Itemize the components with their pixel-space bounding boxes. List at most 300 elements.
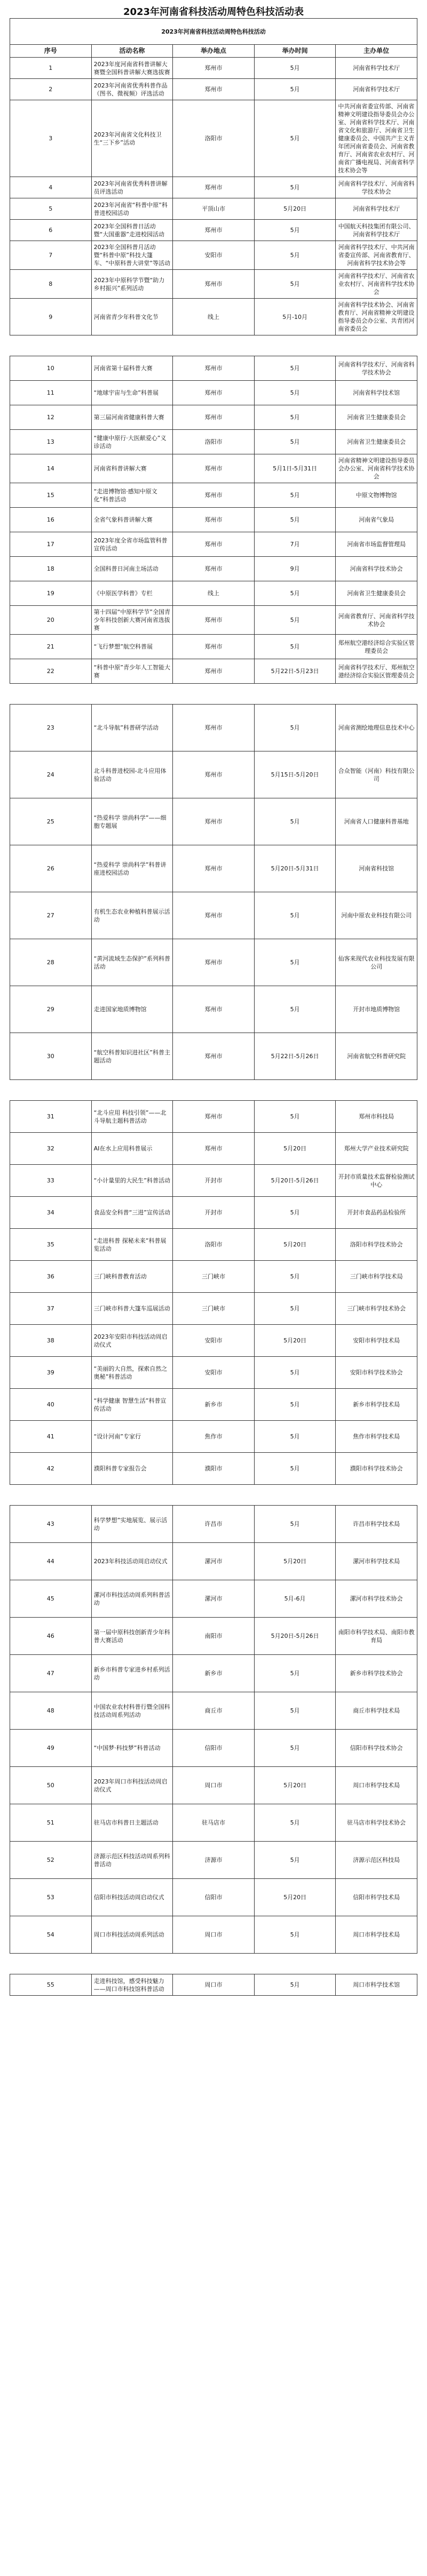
- activity-time: 5月: [254, 508, 336, 532]
- table-row: [10, 79, 417, 100]
- activity-name: 漯河市科技活动周系列科普活动: [91, 1580, 173, 1618]
- activity-name: “航空科普知识进社区”科普主题活动: [91, 1033, 173, 1080]
- activity-place: 郑州市: [173, 220, 255, 241]
- activity-time: 5月: [254, 1842, 336, 1879]
- activity-name: “科学健康 智慧生活”科普宣传活动: [91, 1389, 173, 1421]
- activity-organizer: 河南省气象局: [336, 508, 417, 532]
- row-number: 42: [10, 1453, 92, 1485]
- activity-time: 5月: [254, 606, 336, 635]
- row-number: 1: [10, 58, 92, 79]
- activity-time: 5月: [254, 939, 336, 986]
- activity-name: 2023年科技活动周启动仪式: [91, 1543, 173, 1580]
- table-row: [10, 581, 417, 606]
- activity-time: 5月: [254, 635, 336, 659]
- activity-name: 科学梦想”实地展览、展示活动: [91, 1506, 173, 1543]
- table-row: [10, 270, 417, 299]
- table-row: [10, 483, 417, 508]
- row-number: 43: [10, 1506, 92, 1543]
- activity-organizer: 合众智能（河南）科技有限公司: [336, 751, 417, 798]
- activity-organizer: 河南省科学技术厅: [336, 198, 417, 220]
- activity-place: 郑州市: [173, 270, 255, 299]
- section-gap: [10, 1485, 417, 1506]
- activity-organizer: 三门峡市科学技术局: [336, 1261, 417, 1293]
- activity-name: 2023年中原科学节暨“助力乡村振兴”系列活动: [91, 270, 173, 299]
- activity-place: 漯河市: [173, 1543, 255, 1580]
- activity-time: 5月22日-5月26日: [254, 1033, 336, 1080]
- row-number: 35: [10, 1229, 92, 1261]
- activity-time: 5月20日: [254, 1879, 336, 1916]
- activity-time: 5月: [254, 79, 336, 100]
- row-number: 10: [10, 356, 92, 381]
- table-row: [10, 1730, 417, 1767]
- section-gap-cell: [10, 1485, 417, 1506]
- table-row: [10, 1229, 417, 1261]
- table-row: [10, 1197, 417, 1229]
- activity-time: 5月: [254, 1453, 336, 1485]
- activity-organizer: 开封市质量技术监督检验测试中心: [336, 1165, 417, 1197]
- activity-organizer: 河南省卫生健康委员会: [336, 405, 417, 430]
- activity-organizer: 商丘市科学技术局: [336, 1692, 417, 1730]
- activity-organizer: 郑州航空港经济综合实验区管理委员会: [336, 635, 417, 659]
- table-row: [10, 1389, 417, 1421]
- table-row: [10, 1842, 417, 1879]
- activity-time: 5月20日-5月31日: [254, 845, 336, 892]
- section-gap-cell: [10, 684, 417, 705]
- row-number: 44: [10, 1543, 92, 1580]
- row-number: 27: [10, 892, 92, 939]
- row-number: 22: [10, 659, 92, 684]
- activity-time: 5月20日: [254, 1133, 336, 1165]
- row-number: 7: [10, 241, 92, 270]
- table-row: [10, 299, 417, 335]
- table-row: [10, 1165, 417, 1197]
- activity-name: “走进科普 探秘未来”科普展览活动: [91, 1229, 173, 1261]
- row-number: 33: [10, 1165, 92, 1197]
- activity-time: 5月: [254, 1357, 336, 1389]
- section-gap: [10, 1080, 417, 1101]
- row-number: 24: [10, 751, 92, 798]
- activity-place: 线上: [173, 581, 255, 606]
- activity-organizer: 郑州市科技局: [336, 1101, 417, 1133]
- activity-organizer: 河南省科学技术厅、河南省科学技术协会: [336, 177, 417, 198]
- activity-place: 郑州市: [173, 79, 255, 100]
- activity-name: 新乡市科普专家进乡村系列活动: [91, 1655, 173, 1692]
- activity-place: 郑州市: [173, 1101, 255, 1133]
- activity-time: 5月: [254, 581, 336, 606]
- activity-organizer: 新乡市科学技术协会: [336, 1655, 417, 1692]
- activity-place: 许昌市: [173, 1506, 255, 1543]
- table-row: [10, 405, 417, 430]
- activity-place: 新乡市: [173, 1655, 255, 1692]
- activity-organizer: 中共河南省委宣传部、河南省精神文明建设指导委员会办公室、河南省科学技术厅、河南省文化和旅游厅、河南省卫生健康委员会、中国共产主义青年团河南省委员会、河南省教育厅、河南省农业农村厅、河南省广播电视局、河南省科学技术协会等: [336, 100, 417, 177]
- activity-place: 信阳市: [173, 1879, 255, 1916]
- activity-name: “小计量里的大民生”科普活动: [91, 1165, 173, 1197]
- table-title-row: [10, 19, 417, 45]
- activity-organizer: 河南省科学技术馆: [336, 381, 417, 405]
- activity-place: 三门峡市: [173, 1261, 255, 1293]
- activity-name: 全国科普日河南主场活动: [91, 557, 173, 581]
- activity-place: 开封市: [173, 1165, 255, 1197]
- activity-place: 安阳市: [173, 241, 255, 270]
- row-number: 14: [10, 454, 92, 483]
- activity-place: 郑州市: [173, 557, 255, 581]
- activity-time: 5月: [254, 430, 336, 454]
- row-number: 19: [10, 581, 92, 606]
- activity-name: 第三届河南省健康科普大赛: [91, 405, 173, 430]
- activity-place: 郑州市: [173, 483, 255, 508]
- activity-place: 郑州市: [173, 1033, 255, 1080]
- activity-place: 周口市: [173, 1767, 255, 1804]
- activity-place: 洛阳市: [173, 100, 255, 177]
- activity-table-body: [10, 19, 417, 1996]
- activity-table: [10, 18, 417, 1996]
- activity-time: 5月20日-5月26日: [254, 1618, 336, 1655]
- activity-name: “健康中原行·大医献爱心”义诊活动: [91, 430, 173, 454]
- activity-time: 5月: [254, 1916, 336, 1954]
- activity-time: 5月: [254, 986, 336, 1033]
- header-time: 举办时间: [254, 45, 336, 58]
- activity-organizer: 河南省精神文明建设指导委员会办公室、河南省科学技术协会: [336, 454, 417, 483]
- activity-name: “北斗应用 科技引领”——北斗导航主题科普活动: [91, 1101, 173, 1133]
- row-number: 46: [10, 1618, 92, 1655]
- activity-place: 郑州市: [173, 892, 255, 939]
- row-number: 29: [10, 986, 92, 1033]
- activity-time: 5月-6月: [254, 1580, 336, 1618]
- header-org: 主办单位: [336, 45, 417, 58]
- activity-time: 5月1日-5月31日: [254, 454, 336, 483]
- activity-place: 郑州市: [173, 798, 255, 845]
- activity-name: 三门峡市科普大篷车巡展活动: [91, 1293, 173, 1325]
- activity-place: 线上: [173, 299, 255, 335]
- table-row: [10, 1879, 417, 1916]
- activity-organizer: 河南省教育厅、河南省科学技术协会: [336, 606, 417, 635]
- activity-organizer: 河南省测绘地理信息技术中心: [336, 705, 417, 751]
- activity-place: 洛阳市: [173, 1229, 255, 1261]
- table-row: [10, 58, 417, 79]
- activity-place: 漯河市: [173, 1580, 255, 1618]
- activity-time: 5月: [254, 483, 336, 508]
- activity-name: “美丽的大自然，探索自然之奥秘”科普活动: [91, 1357, 173, 1389]
- row-number: 30: [10, 1033, 92, 1080]
- table-row: [10, 751, 417, 798]
- activity-organizer: 许昌市科学技术局: [336, 1506, 417, 1543]
- activity-name: 第十四届“中原科学节”全国青少年科技创新大赛河南省选拔赛: [91, 606, 173, 635]
- table-row: [10, 635, 417, 659]
- activity-time: 5月: [254, 892, 336, 939]
- activity-name: 2023年全国科普日活动暨“大国重器”走进校园活动: [91, 220, 173, 241]
- table-row: [10, 381, 417, 405]
- table-row: [10, 1692, 417, 1730]
- activity-organizer: 河南省科学技术协会、河南省教育厅、河南省精神文明建设指导委员会办公室、共青团河南省委员会: [336, 299, 417, 335]
- table-row: [10, 1974, 417, 1996]
- activity-organizer: 周口市科学技术局: [336, 1767, 417, 1804]
- activity-place: 郑州市: [173, 532, 255, 557]
- section-gap-cell: [10, 1080, 417, 1101]
- activity-time: 5月20日: [254, 198, 336, 220]
- table-row: [10, 1261, 417, 1293]
- row-number: 54: [10, 1916, 92, 1954]
- activity-time: 5月: [254, 1197, 336, 1229]
- activity-place: 郑州市: [173, 705, 255, 751]
- activity-place: 郑州市: [173, 845, 255, 892]
- table-row: [10, 1543, 417, 1580]
- activity-place: 郑州市: [173, 939, 255, 986]
- activity-name: 食品安全科普“三进”宣传活动: [91, 1197, 173, 1229]
- activity-place: 新乡市: [173, 1389, 255, 1421]
- activity-name: 河南省第十届科普大赛: [91, 356, 173, 381]
- row-number: 39: [10, 1357, 92, 1389]
- activity-time: 5月: [254, 100, 336, 177]
- activity-organizer: 河南省科学技术厅、河南省农业农村厅、河南省科学技术协会: [336, 270, 417, 299]
- activity-organizer: 河南省科技馆: [336, 845, 417, 892]
- table-row: [10, 454, 417, 483]
- row-number: 51: [10, 1804, 92, 1842]
- activity-organizer: 河南中原农业科技有限公司: [336, 892, 417, 939]
- table-row: [10, 100, 417, 177]
- activity-name: 信阳市科技活动周启动仪式: [91, 1879, 173, 1916]
- activity-place: 驻马店市: [173, 1804, 255, 1842]
- activity-name: 2023年河南省优秀科普讲解员评选活动: [91, 177, 173, 198]
- table-row: [10, 705, 417, 751]
- row-number: 31: [10, 1101, 92, 1133]
- activity-name: 2023年度河南省科普讲解大赛暨全国科普讲解大赛选拔赛: [91, 58, 173, 79]
- activity-time: 5月: [254, 1974, 336, 1996]
- table-row: [10, 1580, 417, 1618]
- activity-organizer: 河南省航空科普研究院: [336, 1033, 417, 1080]
- activity-organizer: 信阳市科学技术协会: [336, 1730, 417, 1767]
- activity-time: 5月: [254, 1692, 336, 1730]
- row-number: 41: [10, 1421, 92, 1453]
- activity-organizer: 郑州大学产业技术研究院: [336, 1133, 417, 1165]
- activity-organizer: 焦作市科学技术局: [336, 1421, 417, 1453]
- row-number: 34: [10, 1197, 92, 1229]
- activity-name: 2023年全国科普月活动暨“科普中原”科技大篷车、“中原科普大讲堂”等活动: [91, 241, 173, 270]
- table-row: [10, 1453, 417, 1485]
- table-row: [10, 241, 417, 270]
- activity-time: 5月: [254, 1389, 336, 1421]
- table-row: [10, 1916, 417, 1954]
- activity-name: 2023年河南省文化科技卫生“三下乡”活动: [91, 100, 173, 177]
- activity-time: 5月: [254, 220, 336, 241]
- table-row: [10, 798, 417, 845]
- row-number: 52: [10, 1842, 92, 1879]
- activity-time: 5月: [254, 405, 336, 430]
- activity-place: 三门峡市: [173, 1293, 255, 1325]
- activity-time: 5月22日-5月23日: [254, 659, 336, 684]
- activity-name: 走进国家地质博物馆: [91, 986, 173, 1033]
- activity-time: 5月: [254, 1506, 336, 1543]
- table-row: [10, 892, 417, 939]
- table-row: [10, 1293, 417, 1325]
- activity-name: “热爱科学 崇尚科学”——细胞专题展: [91, 798, 173, 845]
- activity-organizer: 新乡市科学技术局: [336, 1389, 417, 1421]
- activity-place: 郑州市: [173, 1133, 255, 1165]
- activity-organizer: 河南省科学技术协会: [336, 557, 417, 581]
- activity-name: 北斗科普进校园-北斗应用体验活动: [91, 751, 173, 798]
- activity-organizer: 南阳市科学技术局、南阳市教育局: [336, 1618, 417, 1655]
- activity-name: 三门峡科普教育活动: [91, 1261, 173, 1293]
- activity-place: 平顶山市: [173, 198, 255, 220]
- activity-name: “设计河南”专家行: [91, 1421, 173, 1453]
- row-number: 49: [10, 1730, 92, 1767]
- activity-place: 郑州市: [173, 508, 255, 532]
- row-number: 21: [10, 635, 92, 659]
- activity-organizer: 安阳市科学技术局: [336, 1325, 417, 1357]
- activity-organizer: 驻马店市科学技术协会: [336, 1804, 417, 1842]
- activity-organizer: 中原文物博物馆: [336, 483, 417, 508]
- activity-place: 洛阳市: [173, 430, 255, 454]
- activity-name: 2023年河南省优秀科普作品（图书、微视频）评选活动: [91, 79, 173, 100]
- activity-time: 5月20日: [254, 1767, 336, 1804]
- section-gap-cell: [10, 335, 417, 356]
- row-number: 17: [10, 532, 92, 557]
- row-number: 45: [10, 1580, 92, 1618]
- activity-name: “黄河流域生态保护”系列科普活动: [91, 939, 173, 986]
- row-number: 11: [10, 381, 92, 405]
- activity-name: 中国农业农村科普行暨全国科技活动周系列活动: [91, 1692, 173, 1730]
- activity-place: 开封市: [173, 1197, 255, 1229]
- row-number: 47: [10, 1655, 92, 1692]
- row-number: 3: [10, 100, 92, 177]
- activity-time: 5月: [254, 1730, 336, 1767]
- activity-organizer: 河南省卫生健康委员会: [336, 581, 417, 606]
- activity-organizer: 仙客来现代农业科技发展有限公司: [336, 939, 417, 986]
- activity-name: “热爱科学 崇尚科学”科普讲座进校园活动: [91, 845, 173, 892]
- row-number: 23: [10, 705, 92, 751]
- section-gap: [10, 335, 417, 356]
- activity-time: 5月: [254, 58, 336, 79]
- activity-name: 2023年安阳市科技活动周启动仪式: [91, 1325, 173, 1357]
- activity-time: 5月: [254, 1804, 336, 1842]
- activity-name: 第一届中原科技创新青少年科普大赛活动: [91, 1618, 173, 1655]
- table-row: [10, 606, 417, 635]
- activity-time: 5月20日: [254, 1325, 336, 1357]
- row-number: 28: [10, 939, 92, 986]
- row-number: 9: [10, 299, 92, 335]
- table-row: [10, 508, 417, 532]
- row-number: 6: [10, 220, 92, 241]
- row-number: 4: [10, 177, 92, 198]
- table-row: [10, 557, 417, 581]
- activity-name: 周口市科技活动周系列活动: [91, 1916, 173, 1954]
- row-number: 50: [10, 1767, 92, 1804]
- activity-time: 5月-10月: [254, 299, 336, 335]
- activity-place: 周口市: [173, 1974, 255, 1996]
- activity-place: 焦作市: [173, 1421, 255, 1453]
- row-number: 36: [10, 1261, 92, 1293]
- header-name: 活动名称: [91, 45, 173, 58]
- row-number: 16: [10, 508, 92, 532]
- row-number: 25: [10, 798, 92, 845]
- activity-time: 7月: [254, 532, 336, 557]
- table-row: [10, 356, 417, 381]
- activity-place: 郑州市: [173, 751, 255, 798]
- activity-name: “走进博物馆·感知中原文化”科普活动: [91, 483, 173, 508]
- activity-name: “飞行梦想”航空科普展: [91, 635, 173, 659]
- table-row: [10, 1506, 417, 1543]
- activity-place: 周口市: [173, 1916, 255, 1954]
- activity-place: 郑州市: [173, 986, 255, 1033]
- activity-time: 5月: [254, 1293, 336, 1325]
- activity-time: 9月: [254, 557, 336, 581]
- activity-name: “北斗导航”科普研学活动: [91, 705, 173, 751]
- row-number: 18: [10, 557, 92, 581]
- activity-name: 2023年周口市科技活动周启动仪式: [91, 1767, 173, 1804]
- activity-place: 安阳市: [173, 1325, 255, 1357]
- activity-organizer: 中国航天科技集团有限公司、河南省科学技术厅: [336, 220, 417, 241]
- activity-time: 5月: [254, 356, 336, 381]
- activity-organizer: 开封市食品药品检验所: [336, 1197, 417, 1229]
- row-number: 53: [10, 1879, 92, 1916]
- activity-place: 信阳市: [173, 1730, 255, 1767]
- activity-time: 5月: [254, 1101, 336, 1133]
- table-row: [10, 1618, 417, 1655]
- activity-time: 5月: [254, 177, 336, 198]
- activity-time: 5月: [254, 705, 336, 751]
- activity-organizer: 河南省市场监督管理局: [336, 532, 417, 557]
- activity-organizer: 信阳市科学技术局: [336, 1879, 417, 1916]
- row-number: 40: [10, 1389, 92, 1421]
- table-row: [10, 198, 417, 220]
- activity-organizer: 漯河市科学技术协会: [336, 1580, 417, 1618]
- table-row: [10, 1421, 417, 1453]
- header-place: 举办地点: [173, 45, 255, 58]
- activity-name: 2023年度全省市场监管科普宣传活动: [91, 532, 173, 557]
- activity-time: 5月20日-5月26日: [254, 1165, 336, 1197]
- activity-time: 5月20日: [254, 1543, 336, 1580]
- activity-organizer: 洛阳市科学技术协会: [336, 1229, 417, 1261]
- activity-time: 5月: [254, 798, 336, 845]
- activity-organizer: 河南省卫生健康委员会: [336, 430, 417, 454]
- table-row: [10, 939, 417, 986]
- table-title: 2023年河南省科技活动周特色科技活动: [10, 19, 417, 45]
- activity-organizer: 濮阳市科学技术协会: [336, 1453, 417, 1485]
- activity-organizer: 河南省人口健康科普基地: [336, 798, 417, 845]
- table-row: [10, 1804, 417, 1842]
- activity-organizer: 漯河市科学技术局: [336, 1543, 417, 1580]
- activity-place: 濮阳市: [173, 1453, 255, 1485]
- table-row: [10, 1767, 417, 1804]
- activity-organizer: 河南省科学技术厅、郑州航空港经济综合实验区管理委员会: [336, 659, 417, 684]
- section-gap: [10, 684, 417, 705]
- section-gap: [10, 1954, 417, 1974]
- activity-time: 5月: [254, 270, 336, 299]
- activity-organizer: 三门峡市科学技术协会: [336, 1293, 417, 1325]
- page-title: 2023年河南省科技活动周特色科技活动表: [123, 6, 304, 18]
- activity-name: 2023年河南省“科普中原”科普进校园活动: [91, 198, 173, 220]
- activity-place: 郑州市: [173, 405, 255, 430]
- table-row: [10, 1357, 417, 1389]
- table-row: [10, 659, 417, 684]
- activity-name: 《中原医学科普》专栏: [91, 581, 173, 606]
- activity-time: 5月: [254, 1421, 336, 1453]
- activity-place: 郑州市: [173, 454, 255, 483]
- activity-time: 5月: [254, 1655, 336, 1692]
- activity-place: 安阳市: [173, 1357, 255, 1389]
- activity-place: 南阳市: [173, 1618, 255, 1655]
- row-number: 13: [10, 430, 92, 454]
- row-number: 2: [10, 79, 92, 100]
- table-row: [10, 1133, 417, 1165]
- table-row: [10, 532, 417, 557]
- activity-place: 郑州市: [173, 381, 255, 405]
- table-row: [10, 177, 417, 198]
- activity-place: 商丘市: [173, 1692, 255, 1730]
- activity-place: 郑州市: [173, 635, 255, 659]
- activity-time: 5月15日-5月20日: [254, 751, 336, 798]
- activity-organizer: 周口市科学技术局: [336, 1916, 417, 1954]
- header-no: 序号: [10, 45, 92, 58]
